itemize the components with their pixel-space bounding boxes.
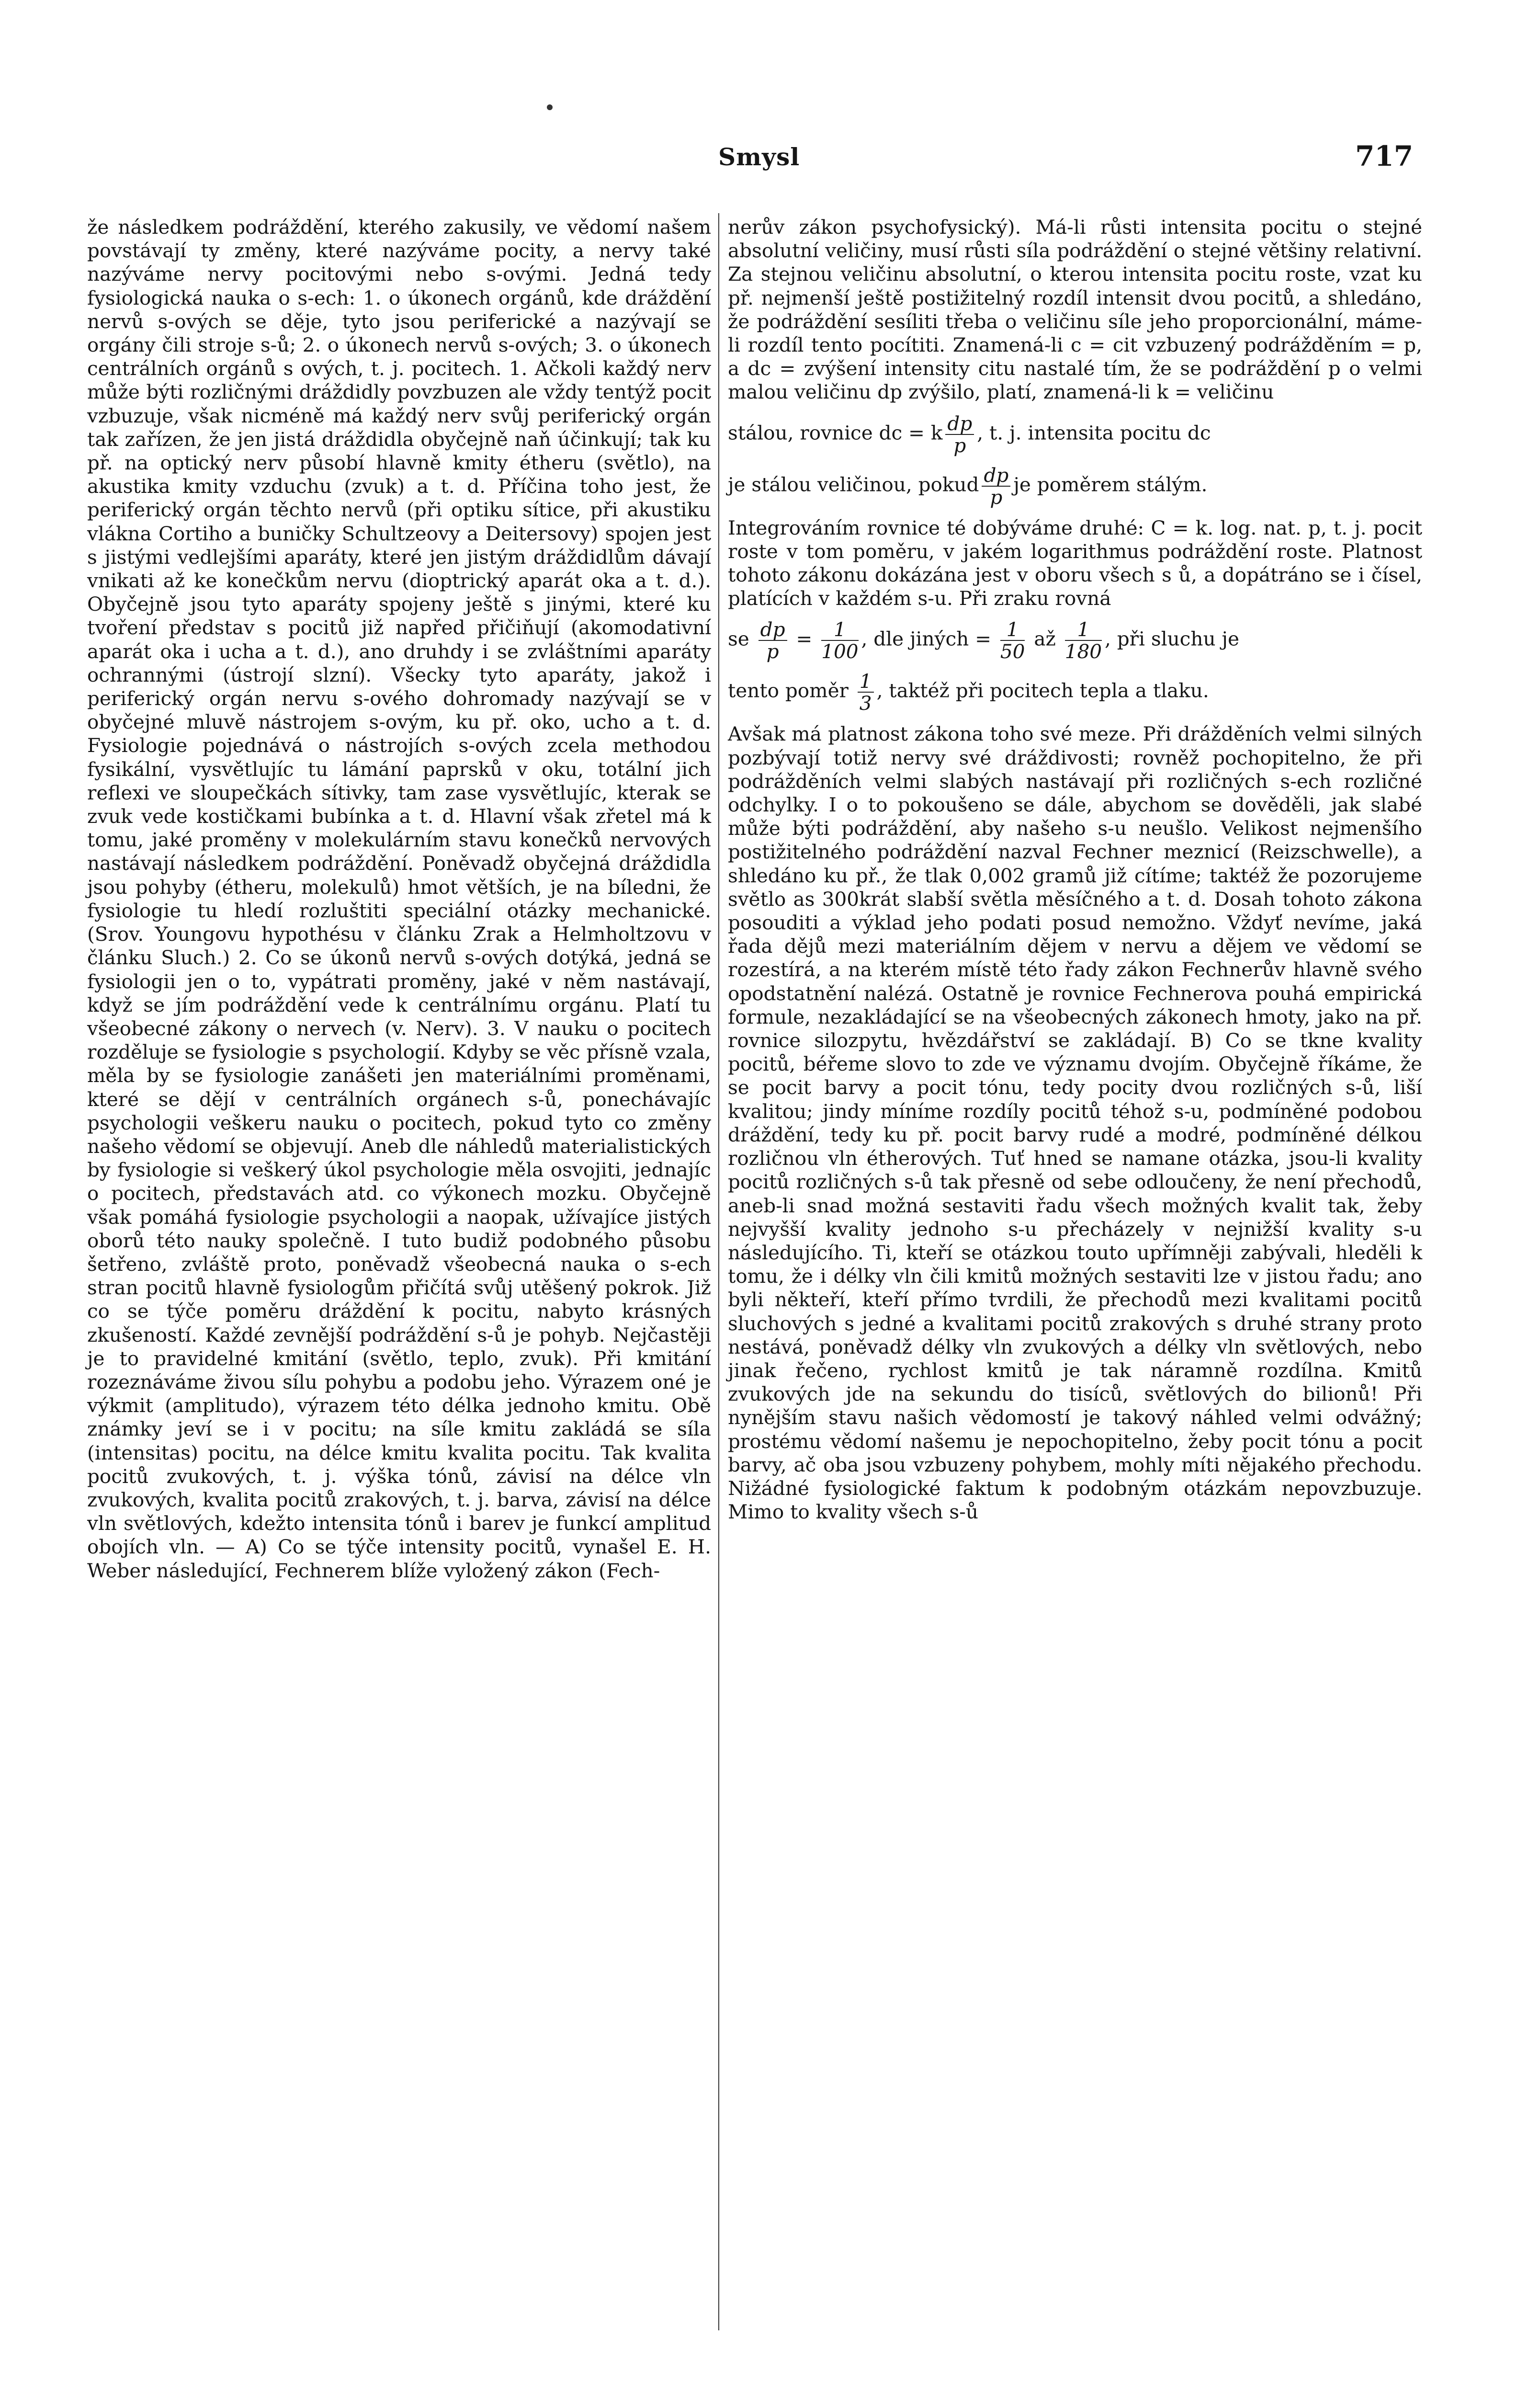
page-number: 717 bbox=[1355, 140, 1414, 172]
fraction-dp-p bbox=[759, 619, 787, 662]
fraction-denominator: 180 bbox=[1064, 640, 1102, 663]
fraction-1-50 bbox=[1000, 619, 1025, 662]
fraction-denominator: 100 bbox=[821, 640, 859, 663]
page-ornament-dot bbox=[547, 104, 553, 110]
equation-text: až bbox=[1034, 627, 1056, 650]
fraction-denominator: 50 bbox=[1000, 640, 1025, 663]
paragraph-limits-and-quality: Avšak má platnost zákona toho své meze. Při drážděních velmi silných pozbývají totiž nervy své dráždivosti; rovněž pochopitelno, že při podrážděních velmi slabých nastávají při rozličných s-ech rozličné odchylky. I o to pokoušeno se dále, abychom se dověděli, jak slabé může býti podráždění, aby našeho s-u neušlo. Velikost nejmenšího postižitelného podráždění nazval Fechner meznicí (Reizschwelle), a shledáno ku př., že tlak 0,002 gramů již cítíme; taktéž že pozorujeme světlo as 300krát slabší světla měsíčného a t. d. Dosah tohoto zákona posouditi a výklad jeho podati posud nemožno. Vždyť nevíme, jaká řada dějů mezi materiálním dějem v nervu a dějem ve vědomí se rozestírá, a na kterém místě této řady zákon Fechnerův hlavně svého opodstatnění nalézá. Ostatně je rovnice Fechnerova pouhá empirická formule, nezakládající se na všeobecných zákonech hmoty, jako na př. rovnice silozpytu, hvězdářství se zakládají. B) Co se tkne kvality pocitů, béřeme slovo to zde ve významu dvojím. Obyčejně říkáme, že se pocit barvy a pocit tónu, tedy pocity dvou rozličných s-ů, liší kvalitou; jindy míníme rozdíly pocitů téhož s-u, podmíněné podobou dráždění, tedy ku př. pocit barvy rudé a modré, podmíněné délkou rozličnou vln étherových. Tuť hned se namane otázka, jsou-li kvality pocitů rozličných s-ů tak přesně od sebe odloučeny, že není přechodů, aneb-li snad možná sestaviti řadu všech možných kvalit tak, žeby nejvyšší kvality jednoho s-u přecházely v nejnižší kvality s-u následujícího. Ti, kteří se otázkou touto upřímněji zabývali, hleděli k tomu, že i délky vln čili kmitů možných sestaviti lze v jistou řadu; ano byli někteří, kteří přímo tvrdili, že přechodů mezi kvalitami pocitů sluchových s jedné a kvalitami pocitů zrakových s druhé strany proto nestává, poněvadž délky vln zvukových a délky vln světlových, nebo jinak řečeno, rychlost kmitů je tak náramně rozdílna. Kmitů zvukových jde na sekundu do tisíců, světlových do bilionů! Při nynějším stavu našich vědomostí je takový náhled velmi odvážný; prostému vědomí našemu je nepochopitelno, žeby pocit tónu a pocit barvy, ač oba jsou vzbuzeny pohybem, mohly míti nějakého přechodu. Nižádné fysiologické faktum k podobným otázkám nepovzbuzuje. Mimo to kvality všech s-ů bbox=[728, 722, 1422, 1524]
paragraph-fechner-law: nerův zákon psychofysický). Má-li růsti intensita pocitu o stejné absolutní veličiny, musí růsti síla podráždění o stejné většiny relativní. Za stejnou veličinu absolutní, o kterou intensita pocitu roste, vzat ku př. nejmenší ještě postižitelný rozdíl intensit dvou pocitů, a shledáno, že podráždění sesíliti třeba o veličinu síle jeho proporcionální, máme-li rozdíl tento pocítiti. Znamená-li c = cit vzbuzený podrážděním = p, a dc = zvýšení intensity citu nastalé tím, že se podráždění p o velmi malou veličinu dp zvýšilo, platí, znamená-li k = veličinu bbox=[728, 216, 1422, 404]
equation-constant-ratio bbox=[728, 465, 1422, 508]
equation-text: stálou, rovnice dc = k bbox=[728, 421, 943, 445]
equation-text: se bbox=[728, 627, 749, 650]
fraction-denominator: 3 bbox=[859, 692, 872, 715]
equation-text: , taktéž při pocitech tepla a tlaku. bbox=[876, 679, 1209, 702]
equation-text: je poměrem stálým. bbox=[1013, 473, 1208, 496]
fraction-numerator: 1 bbox=[1065, 619, 1102, 641]
fraction-numerator: dp bbox=[759, 619, 787, 641]
equation-vision-ratios bbox=[728, 619, 1422, 662]
equation-text: , při sluchu je bbox=[1105, 627, 1239, 650]
fraction-dp-p bbox=[982, 465, 1010, 508]
equation-ratio-one-third bbox=[728, 671, 1422, 714]
equation-dc-kdp-p bbox=[728, 413, 1422, 456]
column-divider bbox=[718, 213, 719, 2330]
left-column bbox=[87, 216, 711, 1583]
fraction-numerator: 1 bbox=[821, 619, 858, 641]
fraction-denominator: p bbox=[953, 433, 966, 457]
equation-text: , t. j. intensita pocitu dc bbox=[977, 421, 1211, 445]
equation-text: , dle jiných = bbox=[861, 627, 992, 650]
paragraph-integration: Integrováním rovnice té dobýváme druhé: C = k. log. nat. p, t. j. pocit roste v tom poměru, v jakém logarithmus podráždění roste. Platnost tohoto zákonu dokázána jest v oboru všech s ů, a dopátráno se i čísel, platících v každém s-u. Při zraku rovná bbox=[728, 516, 1422, 610]
fraction-numerator: dp bbox=[982, 465, 1010, 487]
equation-text: tento poměr bbox=[728, 679, 849, 702]
fraction-numerator: 1 bbox=[858, 671, 874, 693]
equation-text: = bbox=[796, 627, 813, 650]
fraction-denominator: p bbox=[766, 640, 779, 663]
running-header-title: Smysl bbox=[718, 143, 800, 171]
fraction-denominator: p bbox=[990, 485, 1003, 509]
fraction-numerator: dp bbox=[945, 413, 974, 435]
fraction-numerator: 1 bbox=[1000, 619, 1025, 641]
fraction-1-100 bbox=[821, 619, 858, 662]
fraction-1-3 bbox=[858, 671, 874, 714]
equation-text: je stálou veličinou, pokud bbox=[728, 473, 979, 496]
right-column bbox=[728, 216, 1422, 1524]
fraction-1-180 bbox=[1065, 619, 1102, 662]
left-column-text: že následkem podráždění, kterého zakusily, ve vědomí našem povstávají ty změny, které nazýváme pocity, a nervy také nazýváme nervy pocitovými nebo s-ovými. Jedná tedy fysiologická nauka o s-ech: 1. o úkonech orgánů, kde dráždění nervů s-ových se děje, tyto jsou periferické a nazývají se orgány čili stroje s-ů; 2. o úkonech nervů s-ových; 3. o úkonech centrálních orgánů s ových, t. j. pocitech. 1. Ačkoli každý nerv může býti rozličnými dráždidly povzbuzen ale vždy tentýž pocit vzbuzuje, však nicméně má každý nerv svůj periferický orgán tak zařízen, že jen jistá dráždidla obyčejně naň účinkují; tak ku př. na optický nerv působí hlavně kmity étheru (světlo), na akustika kmity vzduchu (zvuk) a t. d. Příčina toho jest, že periferický orgán těchto nervů (při optiku sítice, při akustiku vlákna Cortiho a buničky Schultzeovy a Deitersovy) spojen jest s jistými vedlejšími aparáty, které jen jistým dráždidlům dávají vnikati až ke konečkům nervu (dioptrický aparát oka a t. d.). Obyčejně jsou tyto aparáty spojeny ještě s jinými, které ku tvoření představ s pocitů již napřed přičiňují (akomodativní aparát oka i ucha a t. d.), ano druhdy i se zvláštními aparáty ochrannými (ústrojí slzní). Všecky tyto aparáty, jakož i periferický orgán nervu s-ového dohromady nazývají se v obyčejné mluvě nástrojem s-ovým, ku př. oko, ucho a t. d. Fysiologie pojednává o nástrojích s-ových zcela methodou fysikální, vysvětlujíc tu lámání paprsků v oku, totální jich reflexi ve sloupečkách sítivky, tam zase vysvětlujíc, kterak se zvuk vede kostičkami bubínka a t. d. Hlavní však zřetel má k tomu, jaké proměny v molekulárním stavu konečků nervových nastávají následkem podráždění. Poněvadž obyčejná dráždidla jsou pohyby (étheru, molekulů) hmot větších, je na bíledni, že fysiologie tu hledí rozluštiti speciální otázky mechanické. (Srov. Youngovu hypothésu v článku Zrak a Helmholtzovu v článku Sluch.) 2. Co se úkonů nervů s-ových dotýká, jedná se fysiologii jen o to, vypátrati proměny, jaké v něm nastávají, když se jím podráždění vede k centrálnímu orgánu. Platí tu všeobecné zákony o nervech (v. Nerv). 3. V nauku o pocitech rozděluje se fysiologie s psychologií. Kdyby se věc přísně vzala, měla by se fysiologie zanášeti jen materiálními proměnami, které se dějí v centrálních orgánech s-ů, ponechávajíc psychologii veškeru nauku o pocitech, pokud tyto co změny našeho vědomí se objevují. Aneb dle náhledů materialistických by fysiologie si veškerý úkol psychologie měla osvojiti, jednajíc o pocitech, představách atd. co výkonech mozku. Obyčejně však pomáhá fysiologie psychologii a naopak, užívajíce jistých oborů této nauky společně. I tuto budiž podobného působu šetřeno, zvláště proto, poněvadž všeobecná nauka o s-ech stran pocitů hlavně fysiologům přičítá svůj utěšený pokrok. Již co se týče poměru dráždění k pocitu, nabyto krásných zkušeností. Každé zevnější podráždění s-ů je pohyb. Nejčastěji je to pravidelné kmitání (světlo, teplo, zvuk). Při kmitání rozeznáváme živou sílu pohybu a podobu jeho. Výrazem oné je výkmit (amplitudo), výrazem této délka jednoho kmitu. Obě známky jeví se i v pocitu; na síle kmitu zakládá se síla (intensitas) pocitu, na délce kmitu kvalita pocitu. Tak kvalita pocitů zvukových, t. j. výška tónů, závisí na délce vln zvukových, kvalita pocitů zrakových, t. j. barva, závisí na délce vln světlových, kdežto intensita tónů i barev je funkcí amplitud obojích vln. — A) Co se týče intensity pocitů, vynašel E. H. Weber následující, Fechnerem blíže vyložený zákon (Fech- bbox=[87, 216, 711, 1582]
fraction-dp-p bbox=[945, 413, 974, 456]
